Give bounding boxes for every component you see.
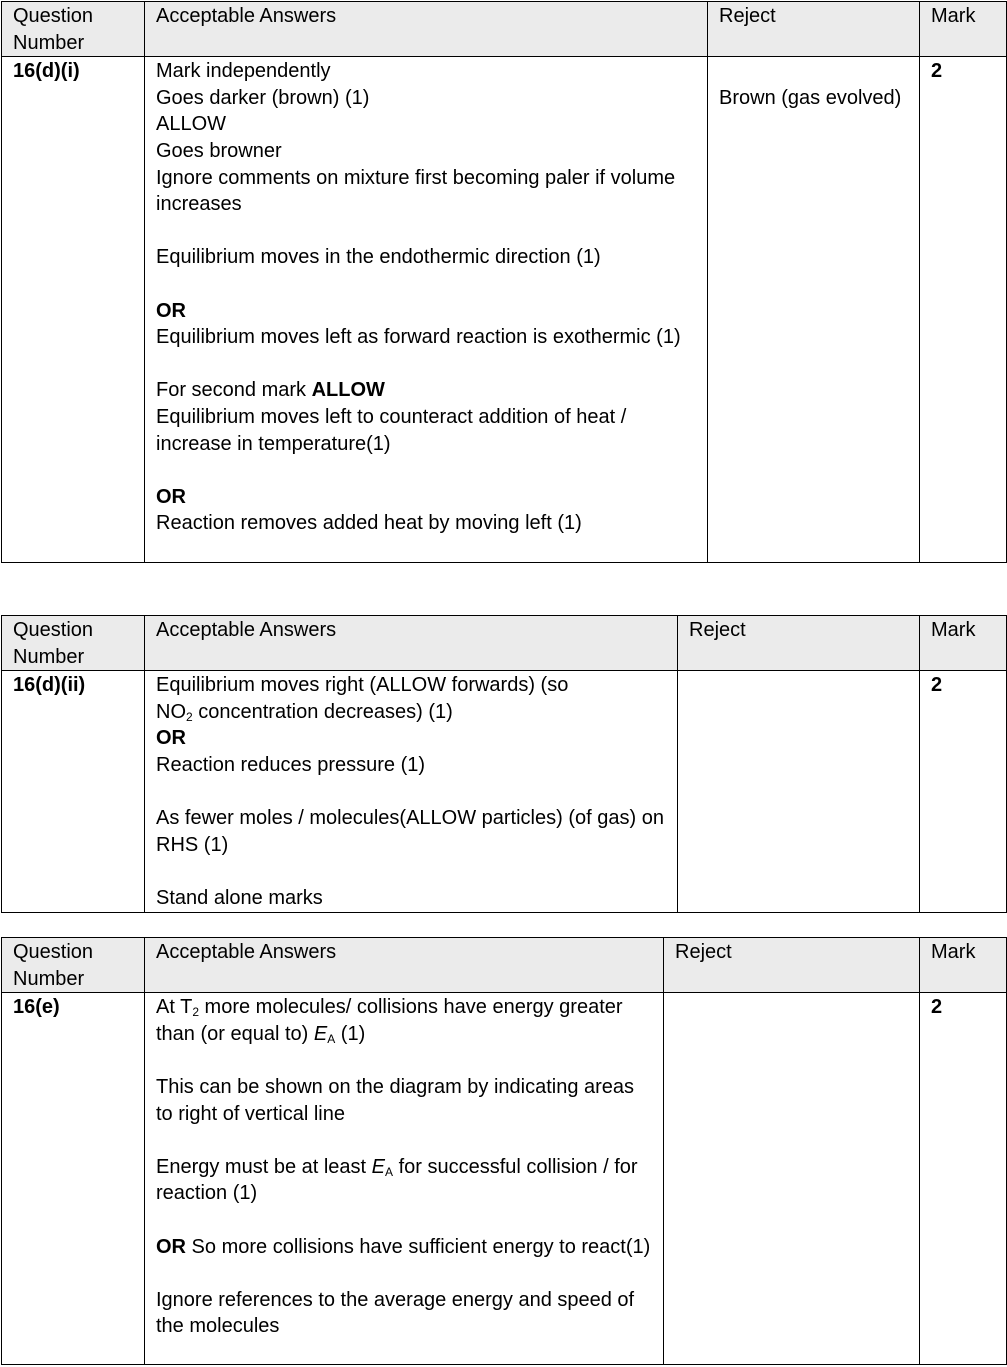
answer-text: (1) bbox=[335, 1022, 366, 1045]
answer-line: Goes darker (brown) (1) bbox=[156, 86, 370, 109]
answer-line: As fewer moles / molecules(ALLOW particles) (of gas) on RHS (1) bbox=[156, 807, 664, 856]
spacer bbox=[156, 1127, 653, 1154]
subscript: 2 bbox=[186, 709, 193, 724]
mark-value: 2 bbox=[920, 671, 1007, 912]
answer-text: concentration decreases) (1) bbox=[192, 700, 453, 723]
header-reject: Reject bbox=[678, 616, 920, 671]
mark-scheme-table-16e bbox=[1, 937, 1007, 1365]
or-label: OR bbox=[156, 299, 186, 322]
answer-line: Equilibrium moves in the endothermic direction (1) bbox=[156, 246, 601, 269]
answer-text: So more collisions have sufficient energy to react(1) bbox=[186, 1235, 651, 1258]
answer-line: This can be shown on the diagram by indicating areas to right of vertical line bbox=[156, 1075, 635, 1125]
reject-text: Brown (gas evolved) bbox=[719, 86, 902, 109]
subscript: A bbox=[385, 1164, 394, 1179]
answer-text: At T bbox=[156, 996, 193, 1019]
spacer bbox=[719, 58, 909, 85]
spacer bbox=[156, 858, 667, 885]
mark-scheme-table-16dii bbox=[1, 615, 1007, 913]
answer-line: Equilibrium moves right (ALLOW forwards) (so bbox=[156, 674, 569, 697]
header-row bbox=[2, 2, 1007, 57]
question-number: 16(e) bbox=[2, 993, 145, 1365]
answer-line: Stand alone marks bbox=[156, 886, 323, 909]
acceptable-answers-cell bbox=[145, 671, 678, 912]
header-row bbox=[2, 616, 1007, 671]
symbol-e: E bbox=[371, 1155, 386, 1178]
subscript: 2 bbox=[192, 1005, 199, 1020]
acceptable-answers-cell bbox=[145, 57, 708, 563]
spacer bbox=[156, 1207, 653, 1234]
header-question-number: Question Number bbox=[2, 2, 145, 57]
header-acceptable-answers: Acceptable Answers bbox=[145, 2, 708, 57]
answer-row bbox=[2, 57, 1007, 563]
spacer bbox=[156, 779, 667, 806]
answer-line-allow bbox=[156, 377, 697, 404]
header-acceptable-answers: Acceptable Answers bbox=[145, 938, 664, 993]
header-question-number: Question Number bbox=[2, 616, 145, 671]
answer-line: Reaction reduces pressure (1) bbox=[156, 753, 426, 776]
answer-line: Equilibrium moves left to counteract addition of heat / increase in temperature(1) bbox=[156, 405, 627, 455]
answer-line bbox=[156, 994, 653, 1047]
answer-line: Ignore comments on mixture first becoming paler if volume increases bbox=[156, 166, 676, 216]
allow-label: ALLOW bbox=[311, 379, 385, 402]
or-label: OR bbox=[156, 1235, 186, 1258]
acceptable-answers-cell bbox=[145, 993, 664, 1365]
answer-row bbox=[2, 671, 1007, 912]
subscript: A bbox=[327, 1031, 336, 1046]
reject-cell bbox=[678, 671, 920, 912]
answer-line: Ignore references to the average energy and speed of the molecules bbox=[156, 1288, 635, 1338]
header-row bbox=[2, 938, 1007, 993]
header-reject: Reject bbox=[708, 2, 920, 57]
reject-cell bbox=[708, 57, 920, 563]
header-question-number: Question Number bbox=[2, 938, 145, 993]
header-mark: Mark bbox=[920, 938, 1007, 993]
answer-line: ALLOW bbox=[156, 113, 227, 136]
header-mark: Mark bbox=[920, 2, 1007, 57]
answer-text: Energy must be at least bbox=[156, 1155, 372, 1178]
header-reject: Reject bbox=[664, 938, 920, 993]
or-label: OR bbox=[156, 485, 186, 508]
answer-line bbox=[156, 1154, 653, 1207]
spacer bbox=[156, 457, 697, 484]
answer-line bbox=[156, 699, 667, 726]
mark-value: 2 bbox=[920, 993, 1007, 1365]
mark-value: 2 bbox=[920, 57, 1007, 563]
spacer bbox=[156, 351, 697, 378]
answer-text: more molecules/ collisions have energy greater than (or equal to) bbox=[156, 996, 623, 1045]
spacer bbox=[156, 1047, 653, 1074]
symbol-e: E bbox=[313, 1022, 328, 1045]
answer-line: Mark independently bbox=[156, 60, 331, 83]
header-acceptable-answers: Acceptable Answers bbox=[145, 616, 678, 671]
answer-line: Reaction removes added heat by moving left (1) bbox=[156, 512, 582, 535]
mark-scheme-table-16di bbox=[1, 1, 1007, 563]
spacer bbox=[156, 218, 697, 245]
answer-row bbox=[2, 993, 1007, 1365]
answer-text: for successful collision / for reaction (1) bbox=[156, 1155, 638, 1205]
answer-line bbox=[156, 1234, 653, 1261]
spacer bbox=[156, 1260, 653, 1287]
or-label: OR bbox=[156, 727, 186, 750]
formula-no: NO bbox=[156, 700, 186, 723]
answer-line: Equilibrium moves left as forward reaction is exothermic (1) bbox=[156, 326, 681, 349]
question-number: 16(d)(i) bbox=[2, 57, 145, 563]
question-number: 16(d)(ii) bbox=[2, 671, 145, 912]
spacer bbox=[156, 271, 697, 298]
answer-text: For second mark bbox=[156, 379, 312, 402]
answer-line: Goes browner bbox=[156, 139, 282, 162]
reject-cell bbox=[664, 993, 920, 1365]
header-mark: Mark bbox=[920, 616, 1007, 671]
